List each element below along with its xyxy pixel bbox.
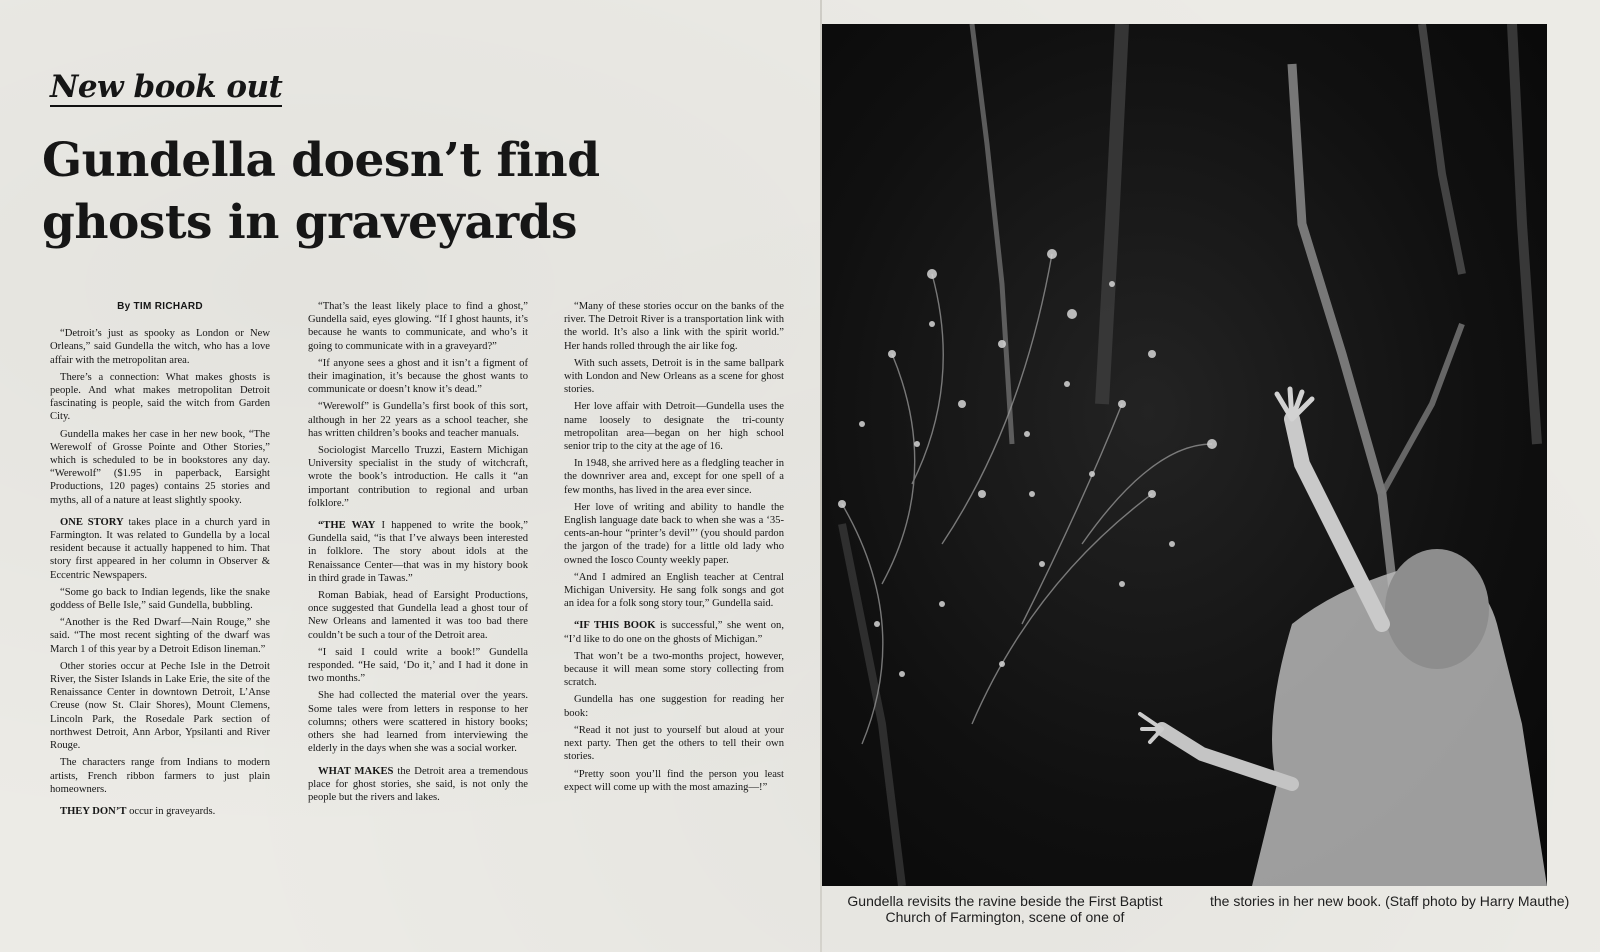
paragraph: Roman Babiak, head of Earsight Productions, once suggested that Gundella lead a ghost tour of New Orleans and lamented it was too bad there couldn’t be such a tour of the Detroit area. (308, 590, 528, 641)
paragraph: Sociologist Marcello Truzzi, Eastern Michigan University specialist in the study of witchcraft, wrote the book’s introduction. He calls it “an important contribution to regional and urban folklore.” (308, 445, 528, 509)
byline: By TIM RICHARD (117, 301, 203, 312)
paragraph: “If anyone sees a ghost and it isn’t a figment of their imagination, it’s because the ghost wants to communicate or doesn’t know it’s dead.” (308, 357, 528, 396)
paragraph-text: the Detroit area a tremendous place for ghost stories, she said, is not only the people but the rivers and lakes. (308, 765, 528, 803)
paragraph-text: is successful,” she went on, “I’d like to do one on the ghosts of Michigan.” (564, 620, 784, 645)
paragraph: Her love of writing and ability to handle the English language date back to when she was a ‘35-cents-an-hour “printer’s devil”’ (you should pardon the jargon of the trade) for a little old lady who owned the Iosco County weekly paper. (564, 501, 784, 566)
paragraph: “Pretty soon you’ll find the person you least expect will come up with the most amazing—!” (564, 768, 784, 793)
paragraph-text: I happened to write the book,” Gundella said, “is that I’ve always been interested in folklore. The story about idols at the Renaissance Center—that was in my history book in third grade in Tawas.” (308, 520, 528, 584)
paragraph: With such assets, Detroit is in the same ballpark with London and New Orleans as a scene for ghost stories. (564, 357, 784, 396)
article-column-1 (50, 300, 270, 822)
paragraph-text: takes place in a church yard in Farmington. It was related to Gundella by a local resident because it actually happened to him. That story first appeared in her column in Observer & Eccentric Newspapers. (50, 516, 270, 581)
kicker-heading: New book out (50, 70, 282, 107)
article-photo (822, 24, 1547, 886)
paragraph-lead-in: ONE STORY (60, 516, 124, 528)
paragraph (564, 619, 784, 645)
paragraph: Her love affair with Detroit—Gundella uses the name loosely to designate the tri-county metropolitan area—began on her high school senior trip to the city at the age of 16. (564, 401, 784, 453)
paragraph: There’s a connection: What makes ghosts is people. And what makes metropolitan Detroit fascinating is people, said the witch from Garden City. (50, 371, 270, 423)
paragraph: In 1948, she arrived here as a fledgling teacher in the downriver area and, except for one spell of a few months, has lived in the area ever since. (564, 458, 784, 496)
paragraph-text: occur in graveyards. (126, 805, 216, 817)
paragraph: “That’s the least likely place to find a ghost,” Gundella said, eyes glowing. “If I ghost haunts, it’s because he wants to communicate, and who’s it going to communicate with in a graveyard?” (308, 301, 528, 352)
paragraph-lead-in: THEY DON’T (60, 805, 127, 817)
paragraph: Gundella makes her case in her new book, “The Werewolf of Grosse Pointe and Other Stories,” which is scheduled to be in bookstores any day. “Werewolf” ($1.95 in paperback, Earsight Productions, 120 pages) contains 25 stories and myths, all of a nature at least slightly spooky. (50, 428, 270, 506)
article-headline: Gundella doesn’t find ghosts in graveyards (42, 133, 600, 250)
paragraph (308, 765, 528, 805)
paragraph (50, 516, 270, 582)
paragraph-lead-in: “THE WAY (318, 520, 376, 532)
paragraph: Gundella has one suggestion for reading her book: (564, 694, 784, 719)
paragraph: “Some go back to Indian legends, like the snake goddess of Belle Isle,” said Gundella, bubbling. (50, 586, 270, 612)
paragraph: “Many of these stories occur on the banks of the river. The Detroit River is a transportation link with the world. It’s also a link with the spirit world.” Her hands rolled through the air like fog. (564, 301, 784, 352)
paragraph: “I said I could write a book!” Gundella responded. “He said, ‘Do it,’ and I had it done in two months.” (308, 646, 528, 685)
paragraph: That won’t be a two-months project, however, because it will mean some story collecting from scratch. (564, 650, 784, 689)
paragraph: “And I admired an English teacher at Central Michigan University. He sang folk songs and got an idea for a folk song story tour,” Gundella said. (564, 571, 784, 610)
paragraph: The characters range from Indians to modern artists, French ribbon farmers to just plain homeowners. (50, 757, 270, 795)
paragraph: “Another is the Red Dwarf—Nain Rouge,” she said. “The most recent sighting of the dwarf was March 1 of this year by a Detroit Edison lineman.” (50, 617, 270, 655)
paragraph: “Detroit’s just as spooky as London or New Orleans,” said Gundella the witch, who has a love affair with the metropolitan area. (50, 328, 270, 366)
photo-caption-part-1: Gundella revisits the ravine beside the First Baptist Church of Farmington, scene of one of (847, 893, 1163, 925)
article-column-3 (564, 300, 784, 798)
paragraph (308, 519, 528, 585)
article-column-2 (308, 300, 528, 808)
paragraph: “Werewolf” is Gundella’s first book of this sort, although in her 22 years as a school teacher, she has written children’s books and teacher manuals. (308, 401, 528, 439)
paragraph-lead-in: “IF THIS BOOK (574, 620, 656, 632)
photo-caption-part-2: the stories in her new book. (Staff photo by Harry Mauthe) (1210, 893, 1570, 909)
paragraph: Other stories occur at Peche Isle in the Detroit River, the Sister Islands in Lake Erie, the site of the Renaissance Center in downtown Detroit, L’Anse Creuse (now St. Clair Shores), Mount Clemens, Lincoln Park, the Rosedale Park section of northwest Detroit, Ann Arbor, Ypsilanti and River Rouge. (50, 660, 270, 752)
paragraph-lead-in: WHAT MAKES (318, 765, 394, 777)
paragraph: “Read it not just to yourself but aloud at your next party. Then get the others to tell their own stories. (564, 724, 784, 763)
paragraph: She had collected the material over the years. Some tales were from letters in response to her columns; others were scattered in history books; others she had learned from interviewing the elderly in the days when she was a social worker. (308, 690, 528, 755)
paragraph (50, 805, 270, 818)
photo-illustration (822, 24, 1547, 886)
